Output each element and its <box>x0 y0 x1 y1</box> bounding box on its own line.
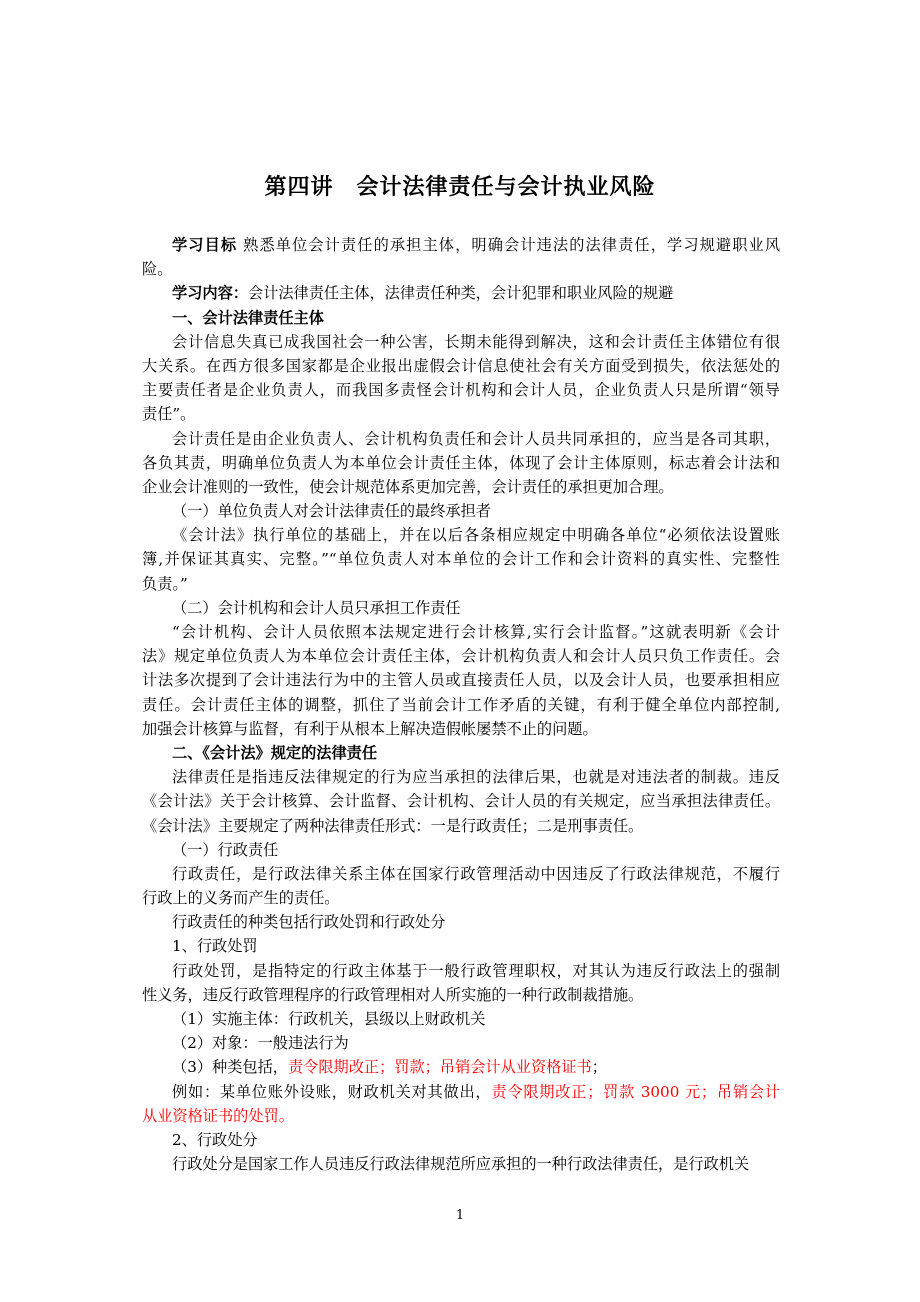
text-line <box>142 233 780 257</box>
paragraph <box>142 765 780 838</box>
paragraph <box>142 427 780 500</box>
heading-text: 学习目标 <box>172 236 238 254</box>
text-span: 《会计法》主要规定了两种法律责任形式：一是行政责任；二是刑事责任。 <box>142 816 644 835</box>
highlighted-text: 责令限期改正；罚款；吊销会计从业资格证书 <box>287 1058 592 1077</box>
text-span: （1）实施主体：行政机关，县级以上财政机关 <box>172 1010 486 1028</box>
document-title: 第四讲 会计法律责任与会计执业风险 <box>264 175 656 200</box>
text-line <box>142 620 780 644</box>
paragraph <box>142 741 780 765</box>
text-span: 例如：某单位账外设账，财政机关对其做出， <box>172 1082 492 1101</box>
text-line <box>142 741 780 765</box>
text-span: （3）种类包括， <box>172 1058 288 1077</box>
heading-text: 一、会计法律责任主体 <box>172 308 324 327</box>
paragraph <box>142 862 780 910</box>
text-line <box>142 281 780 305</box>
text-line <box>142 475 780 499</box>
text-line <box>142 306 780 330</box>
text-line <box>142 378 780 402</box>
text-line <box>142 547 780 571</box>
text-line <box>142 427 780 451</box>
text-span: 会计法律责任主体，法律责任种类，会计犯罪和职业风险的规避 <box>247 284 674 303</box>
paragraph <box>142 1152 780 1176</box>
text-span: 责任”。 <box>142 405 196 424</box>
text-line <box>142 765 780 789</box>
text-span: （2）对象：一般违法行为 <box>172 1034 349 1053</box>
text-span: 行政上的义务而产生的责任。 <box>142 889 340 908</box>
text-line <box>142 717 780 741</box>
heading-text: 学习内容： <box>172 284 248 303</box>
text-line <box>142 1080 780 1104</box>
text-line <box>142 1055 780 1079</box>
text-line <box>142 257 780 281</box>
paragraph <box>142 1031 780 1055</box>
text-span: 各负其责，明确单位负责人为本单位会计责任主体，体现了会计主体原则，标志着会计法和 <box>142 453 780 472</box>
text-span: 簿,并保证其真实、完整。”“单位负责人对本单位的会计工作和会计资料的真实性、完整性 <box>142 550 780 569</box>
text-span: 责任。会计责任主体的调整，抓住了当前会计工作矛盾的关键，有利于健全单位内部控制, <box>142 695 780 714</box>
paragraph <box>142 523 780 596</box>
paragraph <box>142 306 780 330</box>
paragraph <box>142 838 780 862</box>
paragraph <box>142 499 780 523</box>
text-span: “会计机构、会计人员依照本法规定进行会计核算,实行会计监督。”这就表明新《会计 <box>172 623 780 641</box>
paragraph <box>142 281 780 305</box>
text-span: 法律责任是指违反法律规定的行为应当承担的法律后果，也就是对违法者的制裁。违反 <box>172 768 780 787</box>
text-line <box>142 1031 780 1055</box>
highlighted-text: 从业资格证书的处罚。 <box>142 1106 294 1125</box>
text-line <box>142 668 780 692</box>
text-span: 法》规定单位负责人为本单位会计责任主体，会计机构负责人和会计人员只负工作责任。会 <box>142 647 780 666</box>
text-span: 行政责任，是行政法律关系主体在国家行政管理活动中因违反了行政法律规范，不履行 <box>172 864 780 883</box>
text-span: 1、行政处罚 <box>172 937 258 956</box>
text-span: 主要责任者是企业负责人，而我国多责怪会计机构和会计人员，企业负责人只是所谓“领导 <box>142 381 780 400</box>
paragraph <box>142 596 780 620</box>
text-line <box>142 499 780 523</box>
text-line <box>142 1128 780 1152</box>
text-span: 《会计法》执行单位的基础上，并在以后各条相应规定中明确各单位“必须依法设置账 <box>172 526 780 545</box>
text-line <box>142 983 780 1007</box>
text-span: 《会计法》关于会计核算、会计监督、会计机构、会计人员的有关规定，应当承担法律责任。 <box>142 792 780 811</box>
text-line <box>142 330 780 354</box>
text-line <box>142 789 780 813</box>
document-body <box>142 233 780 1176</box>
highlighted-text: 责令限期改正；罚款 3000 元；吊销会计 <box>491 1082 780 1101</box>
text-line <box>142 934 780 958</box>
text-span: 企业会计准则的一致性，使会计规范体系更加完善，会计责任的承担更加合理。 <box>142 477 674 496</box>
text-span: 大关系。在西方很多国家都是企业报出虚假会计信息使社会有关方面受到损失，依法惩处的 <box>142 356 780 375</box>
text-line <box>142 862 780 886</box>
text-span: 熟悉单位会计责任的承担主体，明确会计违法的法律责任，学习规避职业风 <box>237 236 780 254</box>
paragraph <box>142 1055 780 1079</box>
text-span: 性义务，违反行政管理程序的行政管理相对人所实施的一种行政制裁措施。 <box>142 985 644 1004</box>
text-line <box>142 814 780 838</box>
text-line <box>142 644 780 668</box>
text-span: 行政处罚，是指特定的行政主体基于一般行政管理职权，对其认为违反行政法上的强制 <box>172 961 780 980</box>
paragraph <box>142 1080 780 1128</box>
heading-text: 二、《会计法》规定的法律责任 <box>172 743 378 762</box>
text-span: （一）行政责任 <box>172 840 279 859</box>
paragraph <box>142 330 780 427</box>
paragraph <box>142 910 780 934</box>
paragraph <box>142 1128 780 1152</box>
text-line <box>142 572 780 596</box>
text-span: 行政处分是国家工作人员违反行政法律规范所应承担的一种行政法律责任，是行政机关 <box>172 1155 750 1174</box>
text-span: 行政责任的种类包括行政处罚和行政处分 <box>172 913 446 932</box>
text-span: 计法多次提到了会计违法行为中的主管人员或直接责任人员，以及会计人员，也要承担相应 <box>142 671 780 690</box>
text-line <box>142 886 780 910</box>
page-number: 1 <box>455 1208 465 1223</box>
text-line <box>142 451 780 475</box>
text-span: 加强会计核算与监督，有利于从根本上解决造假帐屡禁不止的问题。 <box>142 719 598 738</box>
text-span: （一）单位负责人对会计法律责任的最终承担者 <box>172 502 491 521</box>
paragraph <box>142 1007 780 1031</box>
text-line <box>142 523 780 547</box>
text-line <box>142 910 780 934</box>
text-span: 2、行政处分 <box>172 1130 258 1149</box>
text-span: 会计信息失真已成我国社会一种公害，长期未能得到解决，这和会计责任主体错位有很 <box>172 332 780 351</box>
text-line <box>142 1104 780 1128</box>
text-span: ； <box>591 1058 607 1077</box>
text-line <box>142 1007 780 1031</box>
text-span: 负责。” <box>142 574 188 593</box>
text-line <box>142 596 780 620</box>
text-line <box>142 402 780 426</box>
text-span: （二）会计机构和会计人员只承担工作责任 <box>172 598 461 617</box>
text-line <box>142 838 780 862</box>
paragraph <box>142 620 780 741</box>
text-line <box>142 693 780 717</box>
text-span: 险。 <box>142 260 173 279</box>
text-line <box>142 1152 780 1176</box>
text-line <box>142 959 780 983</box>
paragraph <box>142 233 780 281</box>
paragraph <box>142 959 780 1007</box>
paragraph <box>142 934 780 958</box>
text-span: 会计责任是由企业负责人、会计机构负责任和会计人员共同承担的，应当是各司其职， <box>172 429 780 448</box>
text-line <box>142 354 780 378</box>
